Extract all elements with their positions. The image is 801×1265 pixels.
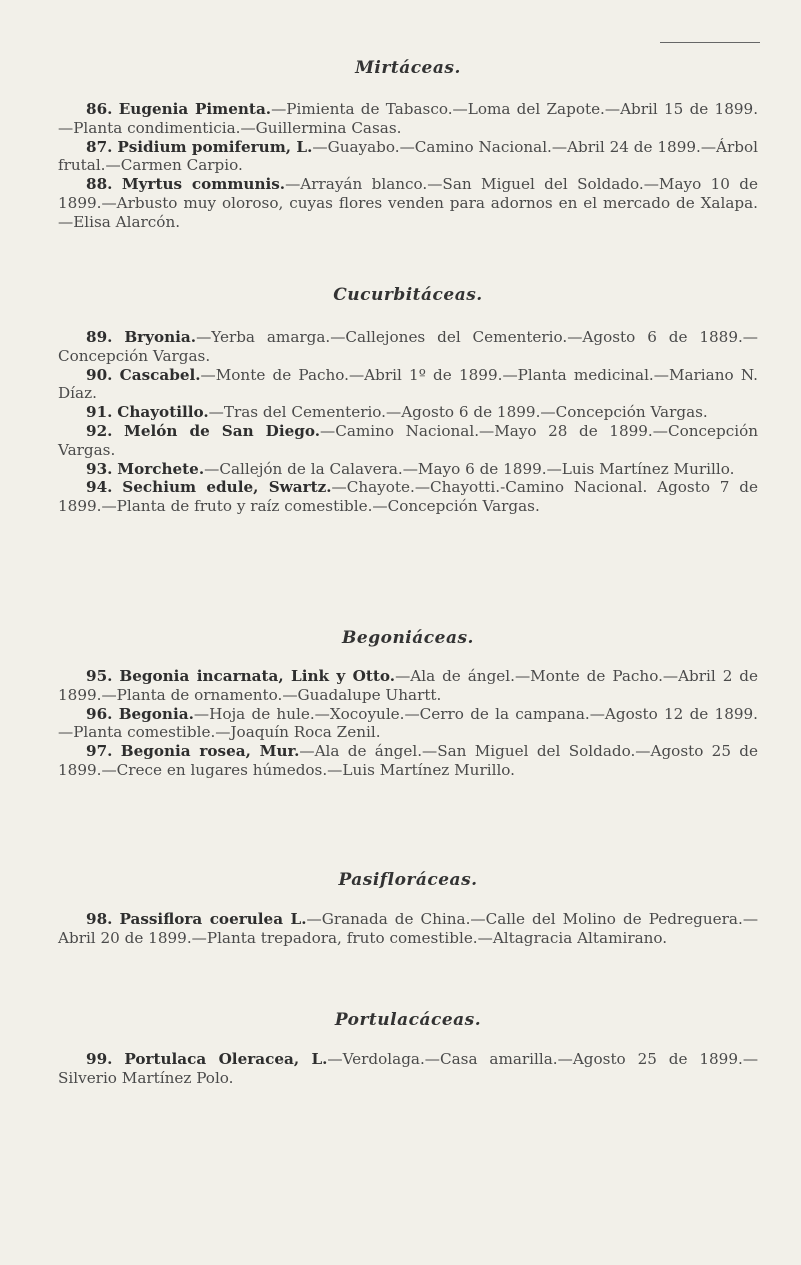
section-title: Begoniáceas. (342, 628, 474, 648)
entry-86: 86. Eugenia Pimenta.—Pimienta de Tabasco.—Loma del Zapote.—Abril 15 de 1899.—Planta condimenticia.—Guillermina Casas. (58, 100, 759, 137)
section-cucurbitaceas (58, 285, 758, 305)
entry-87: 87. Psidium pomiferum, L.—Guayabo.—Camino Nacional.—Abril 24 de 1899.—Árbol frutal.—Carmen Carpio. (58, 137, 759, 175)
section-begoniaceas-entries (58, 667, 758, 780)
entry-92: 92. Melón de San Diego.—Camino Nacional.—Mayo 28 de 1899.—Concepción Vargas. (58, 421, 758, 459)
entry-94: 94. Sechium edule, Swartz.—Chayote.—Chayotti.-Camino Nacional. Agosto 7 de 1899.—Planta de fruto y raíz comestible.—Concepción Vargas. (58, 478, 759, 516)
entry-88: 88. Myrtus communis.—Arrayán blanco.—San Miguel del Soldado.—Mayo 10 de 1899.—Arbusto muy oloroso, cuyas flores venden para adornos en el mercado de Xalapa.—Elisa Alarcón. (58, 175, 759, 231)
entry-96: 96. Begonia.—Hoja de hule.—Xocoyule.—Cerro de la campana.—Agosto 12 de 1899.—Planta comestible.—Joaquín Roca Zenil. (58, 704, 759, 742)
section-title: Pasifloráceas. (338, 870, 478, 890)
section-pasifloraceas (58, 870, 758, 890)
entry-99: 99. Portulaca Oleracea, L.—Verdolaga.—Casa amarilla.—Agosto 25 de 1899.—Silverio Martínez Polo. (58, 1050, 759, 1087)
section-cucurbitaceas-entries (58, 328, 758, 516)
entry-91: 91. Chayotillo.—Tras del Cementerio.—Agosto 6 de 1899.—Concepción Vargas. (86, 403, 708, 422)
entry-93: 93. Morchete.—Callejón de la Calavera.—Mayo 6 de 1899.—Luis Martínez Murillo. (86, 459, 735, 478)
section-portulacaceas (58, 1010, 758, 1030)
entry-90: 90. Cascabel.—Monte de Pacho.—Abril 1º de 1899.—Planta medicinal.—Mariano N. Díaz. (58, 365, 758, 403)
entry-97: 97. Begonia rosea, Mur.—Ala de ángel.—San Miguel del Soldado.—Agosto 25 de 1899.—Crece en lugares húmedos.—Luis Martínez Murillo. (58, 742, 759, 779)
header-rule (660, 42, 760, 43)
section-mirtaceas-entries (58, 100, 758, 232)
section-mirtaceas (58, 58, 758, 78)
section-pasifloraceas-entries (58, 910, 758, 948)
section-portulacaceas-entries (58, 1050, 758, 1088)
section-title: Cucurbitáceas. (333, 285, 483, 305)
section-title: Portulacáceas. (334, 1010, 482, 1030)
entry-95: 95. Begonia incarnata, Link y Otto.—Ala de ángel.—Monte de Pacho.—Abril 2 de 1899.—Planta de ornamento.—Guadalupe Uhartt. (58, 667, 759, 704)
section-title: Mirtáceas. (355, 58, 461, 78)
entry-89: 89. Bryonia.—Yerba amarga.—Callejones del Cementerio.—Agosto 6 de 1889.—Concepción Vargas. (58, 328, 758, 365)
section-begoniaceas (58, 628, 758, 648)
entry-98: 98. Passiflora coerulea L.—Granada de China.—Calle del Molino de Pedreguera.—Abril 20 de 1899.—Planta trepadora, fruto comestible.—Altagracia Altamirano. (58, 910, 759, 947)
